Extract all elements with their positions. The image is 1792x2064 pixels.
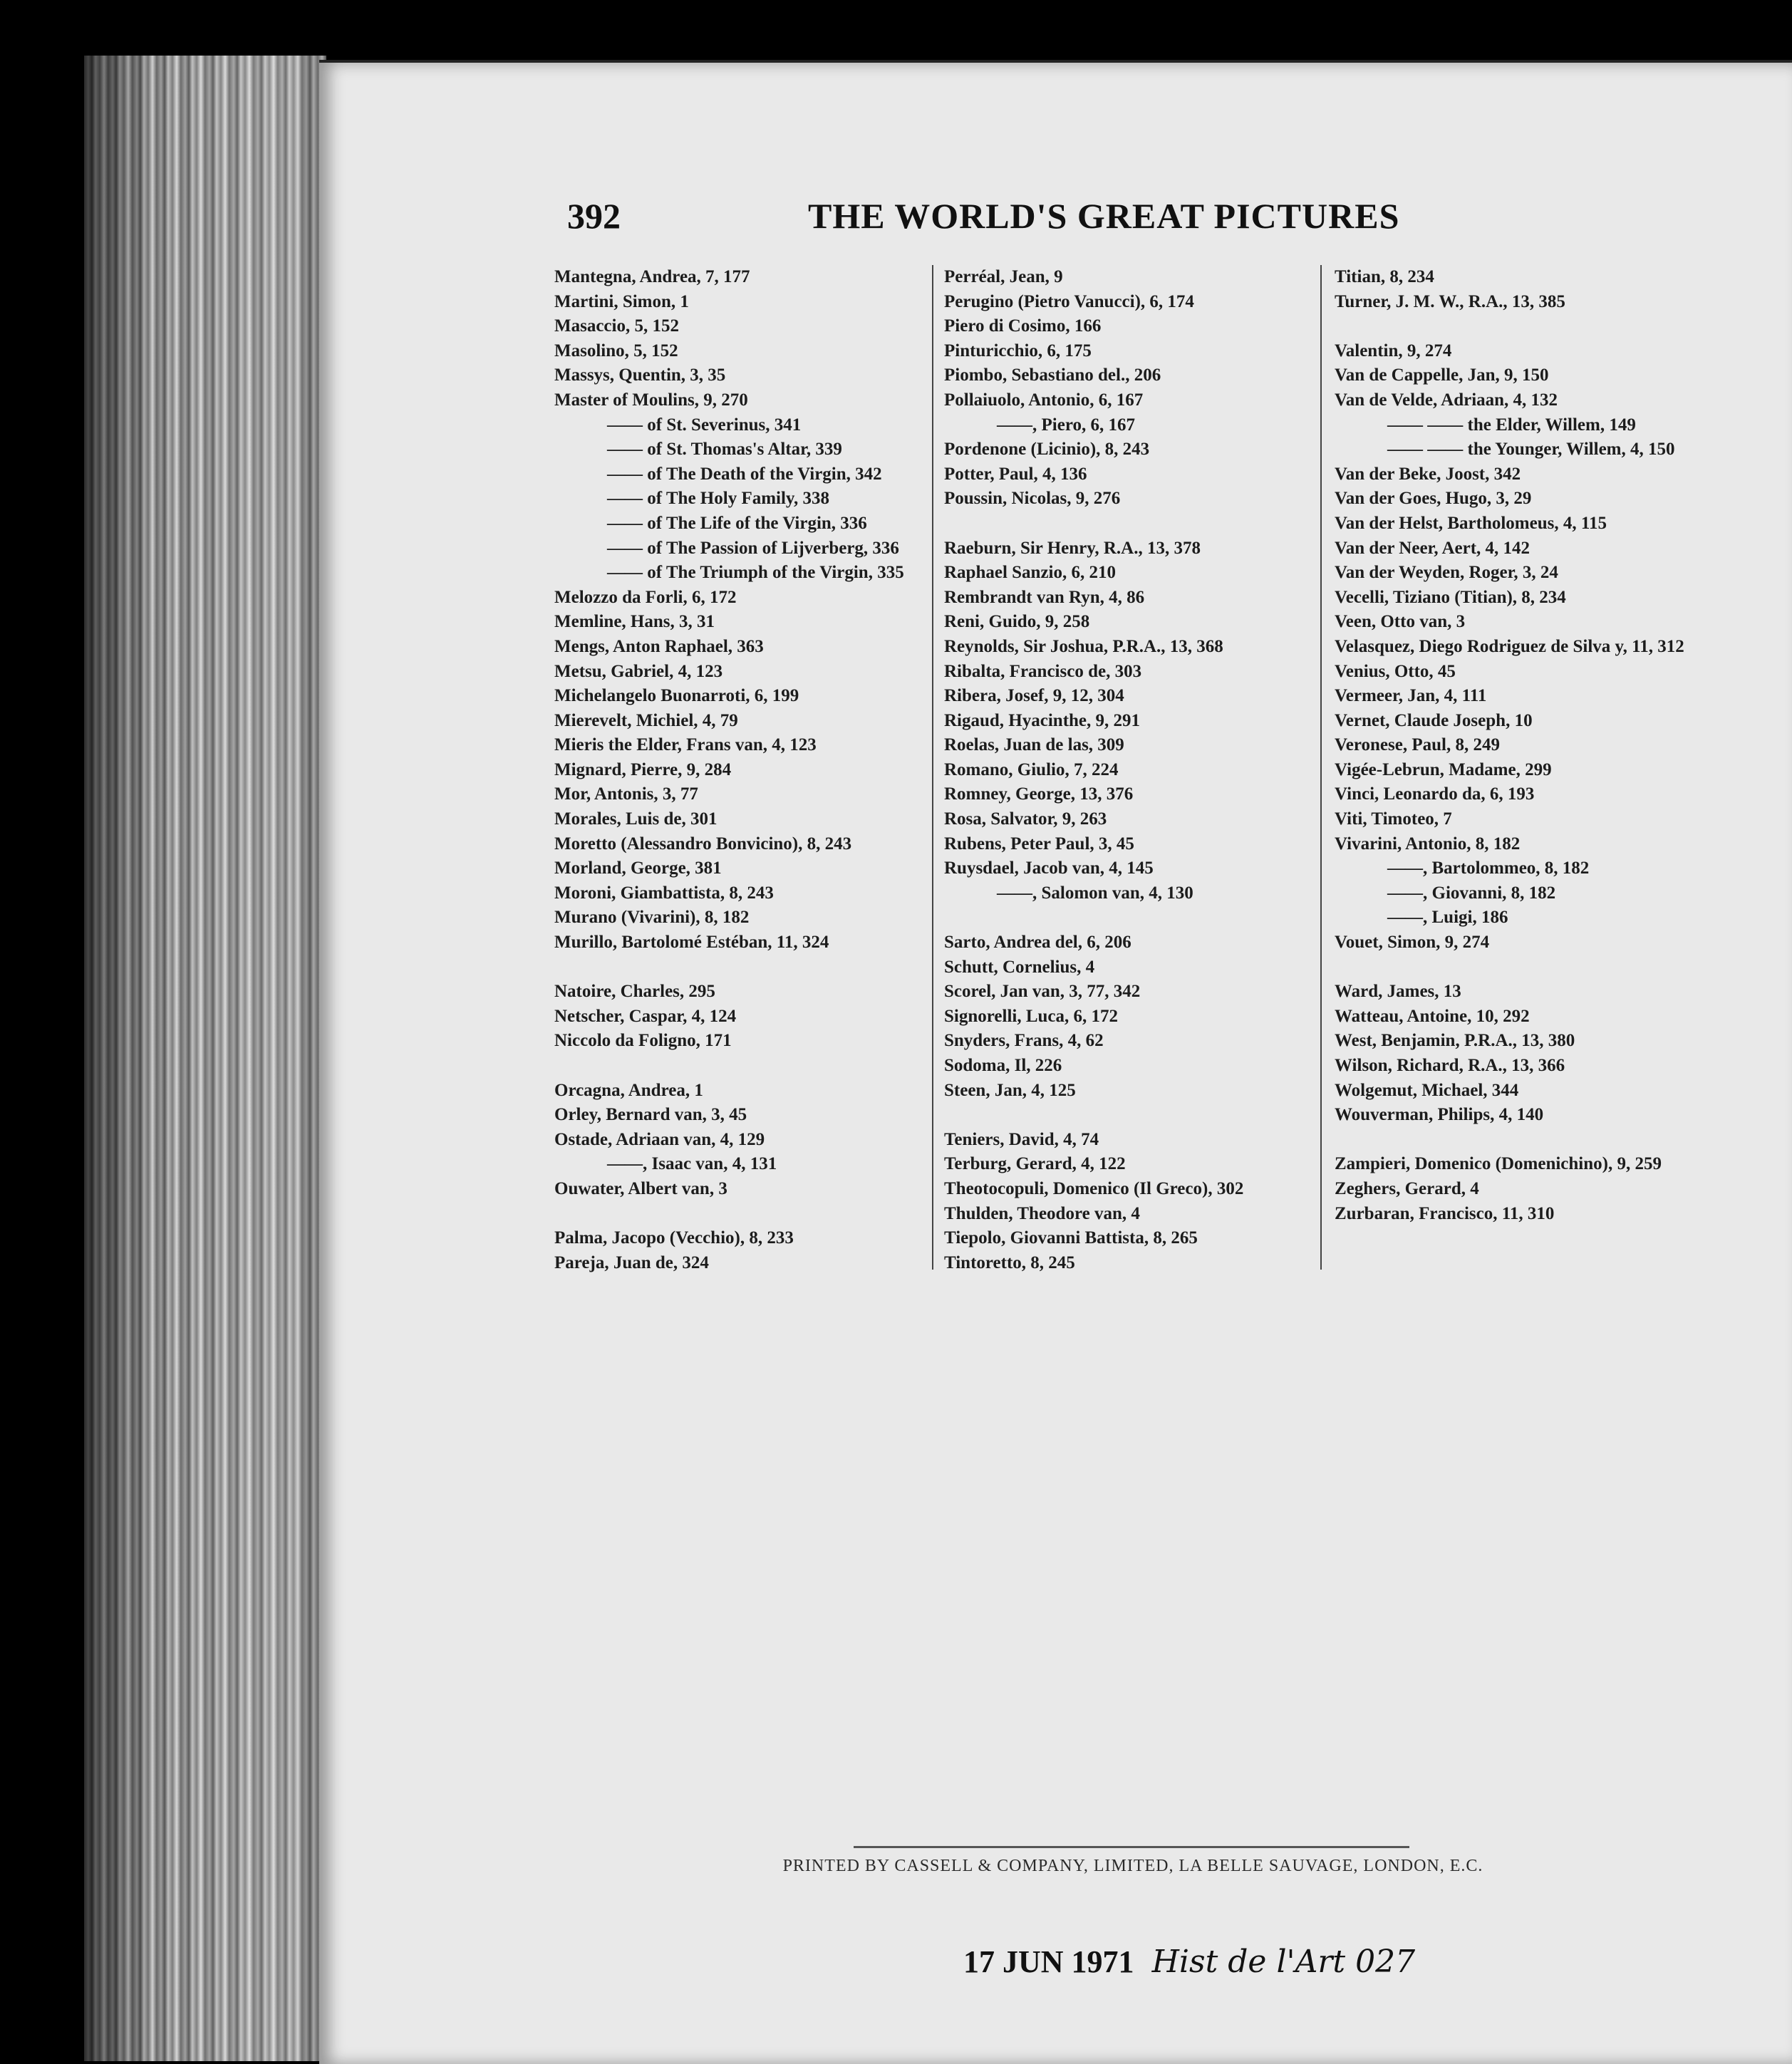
index-entry: Ribalta, Francisco de, 303 (944, 661, 1142, 681)
index-entry: Wilson, Richard, R.A., 13, 366 (1335, 1056, 1565, 1075)
index-entry: Morales, Luis de, 301 (554, 809, 718, 829)
index-entry: Ostade, Adriaan van, 4, 129 (554, 1129, 765, 1149)
entry-gap (554, 955, 939, 980)
entry-gap (1335, 955, 1719, 980)
index-entry: —— of The Holy Family, 338 (607, 489, 830, 509)
index-entry: Van der Beke, Joost, 342 (1335, 464, 1521, 484)
index-entry: Terburg, Gerard, 4, 122 (944, 1154, 1126, 1174)
entry-gap (1335, 314, 1719, 339)
index-entry: Ruysdael, Jacob van, 4, 145 (944, 859, 1154, 878)
index-entry: Wolgemut, Michael, 344 (1335, 1080, 1519, 1100)
index-entry: —— of The Triumph of the Virgin, 335 (607, 563, 904, 583)
index-entry: Van der Helst, Bartholomeus, 4, 115 (1335, 513, 1607, 533)
index-entry: Rubens, Peter Paul, 3, 45 (944, 834, 1134, 854)
index-entry: Van der Weyden, Roger, 3, 24 (1335, 563, 1558, 583)
index-entry: Palma, Jacopo (Vecchio), 8, 233 (554, 1228, 794, 1248)
index-entry: Raphael Sanzio, 6, 210 (944, 563, 1117, 583)
index-entry: Watteau, Antoine, 10, 292 (1335, 1006, 1530, 1026)
index-entry: —— of St. Thomas's Altar, 339 (607, 440, 842, 460)
index-entry: —— of The Life of the Virgin, 336 (607, 513, 867, 533)
index-entry: Vecelli, Tiziano (Titian), 8, 234 (1335, 587, 1566, 607)
index-entry: Signorelli, Luca, 6, 172 (944, 1006, 1119, 1026)
index-entry: Morland, George, 381 (554, 859, 722, 878)
index-entry: Zeghers, Gerard, 4 (1335, 1178, 1479, 1198)
index-entry: Reni, Guido, 9, 258 (944, 612, 1090, 632)
index-entry: Vivarini, Antonio, 8, 182 (1335, 834, 1521, 854)
index-entry: Van de Cappelle, Jan, 9, 150 (1335, 365, 1549, 385)
index-entry: Vermeer, Jan, 4, 111 (1335, 686, 1487, 706)
index-entry: Michelangelo Buonarroti, 6, 199 (554, 686, 799, 706)
index-entry: Reynolds, Sir Joshua, P.R.A., 13, 368 (944, 636, 1223, 656)
index-entry: Romano, Giulio, 7, 224 (944, 759, 1119, 779)
index-entry: Snyders, Frans, 4, 62 (944, 1031, 1104, 1051)
index-entry: Venius, Otto, 45 (1335, 661, 1456, 681)
index-entry: Van de Velde, Adriaan, 4, 132 (1335, 390, 1558, 410)
index-entry: Rembrandt van Ryn, 4, 86 (944, 587, 1145, 607)
index-entry: Perréal, Jean, 9 (944, 267, 1063, 286)
index-entry: Murano (Vivarini), 8, 182 (554, 908, 750, 928)
index-entry: Theotocopuli, Domenico (Il Greco), 302 (944, 1178, 1244, 1198)
index-entry: Raeburn, Sir Henry, R.A., 13, 378 (944, 538, 1201, 558)
index-entry: Orley, Bernard van, 3, 45 (554, 1105, 747, 1125)
running-title: THE WORLD'S GREAT PICTURES (808, 196, 1400, 236)
index-entry: Metsu, Gabriel, 4, 123 (554, 661, 723, 681)
index-entry: Mieris the Elder, Frans van, 4, 123 (554, 735, 817, 755)
index-entry: Titian, 8, 234 (1335, 267, 1434, 286)
index-entry: Piero di Cosimo, 166 (944, 316, 1102, 336)
index-entry: Wouverman, Philips, 4, 140 (1335, 1105, 1544, 1125)
handwritten-call-number: Hist de l'Art 027 (1151, 1944, 1416, 1980)
index-entry: Valentin, 9, 274 (1335, 341, 1452, 361)
index-entry: Natoire, Charles, 295 (554, 982, 715, 1002)
index-column-2 (944, 265, 1329, 1275)
index-entry: Netscher, Caspar, 4, 124 (554, 1006, 737, 1026)
index-entry: ——, Piero, 6, 167 (997, 415, 1135, 435)
index-entry: Massys, Quentin, 3, 35 (554, 365, 726, 385)
index-entry: Pinturicchio, 6, 175 (944, 341, 1092, 361)
index-entry: Scorel, Jan van, 3, 77, 342 (944, 982, 1141, 1002)
entry-gap (1335, 1128, 1719, 1153)
index-entry: Steen, Jan, 4, 125 (944, 1080, 1076, 1100)
index-entry: Teniers, David, 4, 74 (944, 1129, 1099, 1149)
index-entry: Perugino (Pietro Vanucci), 6, 174 (944, 291, 1194, 311)
index-entry: ——, Luigi, 186 (1387, 908, 1508, 928)
index-entry: Murillo, Bartolomé Estéban, 11, 324 (554, 933, 829, 953)
index-entry: Zurbaran, Francisco, 11, 310 (1335, 1203, 1555, 1223)
index-entry: Mignard, Pierre, 9, 284 (554, 759, 732, 779)
index-entry: Moretto (Alessandro Bonvicino), 8, 243 (554, 834, 852, 854)
index-entry: Roelas, Juan de las, 309 (944, 735, 1124, 755)
book-page-edges (84, 56, 326, 2061)
index-entry: ——, Isaac van, 4, 131 (607, 1154, 777, 1174)
index-entry: Orcagna, Andrea, 1 (554, 1080, 703, 1100)
index-entry: Thulden, Theodore van, 4 (944, 1203, 1140, 1223)
index-entry: —— —— the Elder, Willem, 149 (1387, 415, 1636, 435)
index-entry: ——, Giovanni, 8, 182 (1387, 883, 1556, 903)
index-entry: Veronese, Paul, 8, 249 (1335, 735, 1500, 755)
index-entry: Ribera, Josef, 9, 12, 304 (944, 686, 1124, 706)
index-entry: Masolino, 5, 152 (554, 341, 678, 361)
index-entry: Mantegna, Andrea, 7, 177 (554, 267, 750, 286)
index-entry: Memline, Hans, 3, 31 (554, 612, 715, 632)
index-entry: —— —— the Younger, Willem, 4, 150 (1387, 440, 1675, 460)
index-entry: Piombo, Sebastiano del., 206 (944, 365, 1161, 385)
index-entry: Turner, J. M. W., R.A., 13, 385 (1335, 291, 1565, 311)
column-divider (932, 265, 933, 1270)
imprint-rule (854, 1846, 1409, 1848)
index-entry: Tintoretto, 8, 245 (944, 1253, 1075, 1272)
index-entry: Viti, Timoteo, 7 (1335, 809, 1452, 829)
index-entry: —— of The Death of the Virgin, 342 (607, 464, 882, 484)
index-entry: Mengs, Anton Raphael, 363 (554, 636, 764, 656)
index-column-1 (554, 265, 939, 1275)
index-entry: Moroni, Giambattista, 8, 243 (554, 883, 774, 903)
entry-gap (944, 1103, 1329, 1128)
index-entry: Schutt, Cornelius, 4 (944, 957, 1095, 977)
library-stamp (963, 1944, 1415, 1980)
index-entry: Masaccio, 5, 152 (554, 316, 679, 336)
index-entry: Pollaiuolo, Antonio, 6, 167 (944, 390, 1144, 410)
index-entry: Vouet, Simon, 9, 274 (1335, 933, 1490, 953)
index-entry: Van der Goes, Hugo, 3, 29 (1335, 489, 1532, 509)
index-entry: —— of The Passion of Lijverberg, 336 (607, 538, 899, 558)
index-entry: Ouwater, Albert van, 3 (554, 1178, 727, 1198)
page-number: 392 (567, 196, 621, 236)
index-entry: Niccolo da Foligno, 171 (554, 1031, 732, 1051)
index-entry: Rigaud, Hyacinthe, 9, 291 (944, 710, 1141, 730)
book-page (319, 60, 1792, 2064)
index-entry: Sodoma, Il, 226 (944, 1056, 1062, 1075)
index-entry: Veen, Otto van, 3 (1335, 612, 1466, 632)
entry-gap (944, 512, 1329, 536)
index-entry: Ward, James, 13 (1335, 982, 1461, 1002)
index-entry: Vernet, Claude Joseph, 10 (1335, 710, 1533, 730)
entry-gap (944, 906, 1329, 930)
index-entry: Melozzo da Forli, 6, 172 (554, 587, 737, 607)
index-entry: Mor, Antonis, 3, 77 (554, 784, 698, 804)
index-entry: Mierevelt, Michiel, 4, 79 (554, 710, 738, 730)
index-entry: Van der Neer, Aert, 4, 142 (1335, 538, 1531, 558)
index-entry: ——, Salomon van, 4, 130 (997, 883, 1193, 903)
index-entry: Master of Moulins, 9, 270 (554, 390, 748, 410)
index-entry: West, Benjamin, P.R.A., 13, 380 (1335, 1031, 1575, 1051)
stamp-date: 17 JUN 1971 (963, 1944, 1134, 1979)
index-entry: Sarto, Andrea del, 6, 206 (944, 933, 1131, 953)
index-entry: Rosa, Salvator, 9, 263 (944, 809, 1107, 829)
index-entry: Potter, Paul, 4, 136 (944, 464, 1087, 484)
index-entry: Vigée-Lebrun, Madame, 299 (1335, 759, 1552, 779)
column-divider (1320, 265, 1322, 1270)
index-entry: Pareja, Juan de, 324 (554, 1253, 709, 1272)
index-entry: ——, Bartolommeo, 8, 182 (1387, 859, 1590, 878)
entry-gap (554, 1054, 939, 1079)
entry-gap (554, 1202, 939, 1227)
index-entry: Martini, Simon, 1 (554, 291, 689, 311)
index-column-3 (1335, 265, 1719, 1226)
index-entry: Velasquez, Diego Rodriguez de Silva y, 11, 312 (1335, 636, 1684, 656)
printer-imprint: PRINTED BY CASSELL & COMPANY, LIMITED, LA BELLE SAUVAGE, LONDON, E.C. (782, 1857, 1483, 1875)
index-entry: Poussin, Nicolas, 9, 276 (944, 489, 1121, 509)
index-entry: Romney, George, 13, 376 (944, 784, 1134, 804)
index-entry: —— of St. Severinus, 341 (607, 415, 802, 435)
index-entry: Vinci, Leonardo da, 6, 193 (1335, 784, 1535, 804)
index-entry: Zampieri, Domenico (Domenichino), 9, 259 (1335, 1154, 1662, 1174)
index-entry: Pordenone (Licinio), 8, 243 (944, 440, 1150, 460)
index-entry: Tiepolo, Giovanni Battista, 8, 265 (944, 1228, 1198, 1248)
